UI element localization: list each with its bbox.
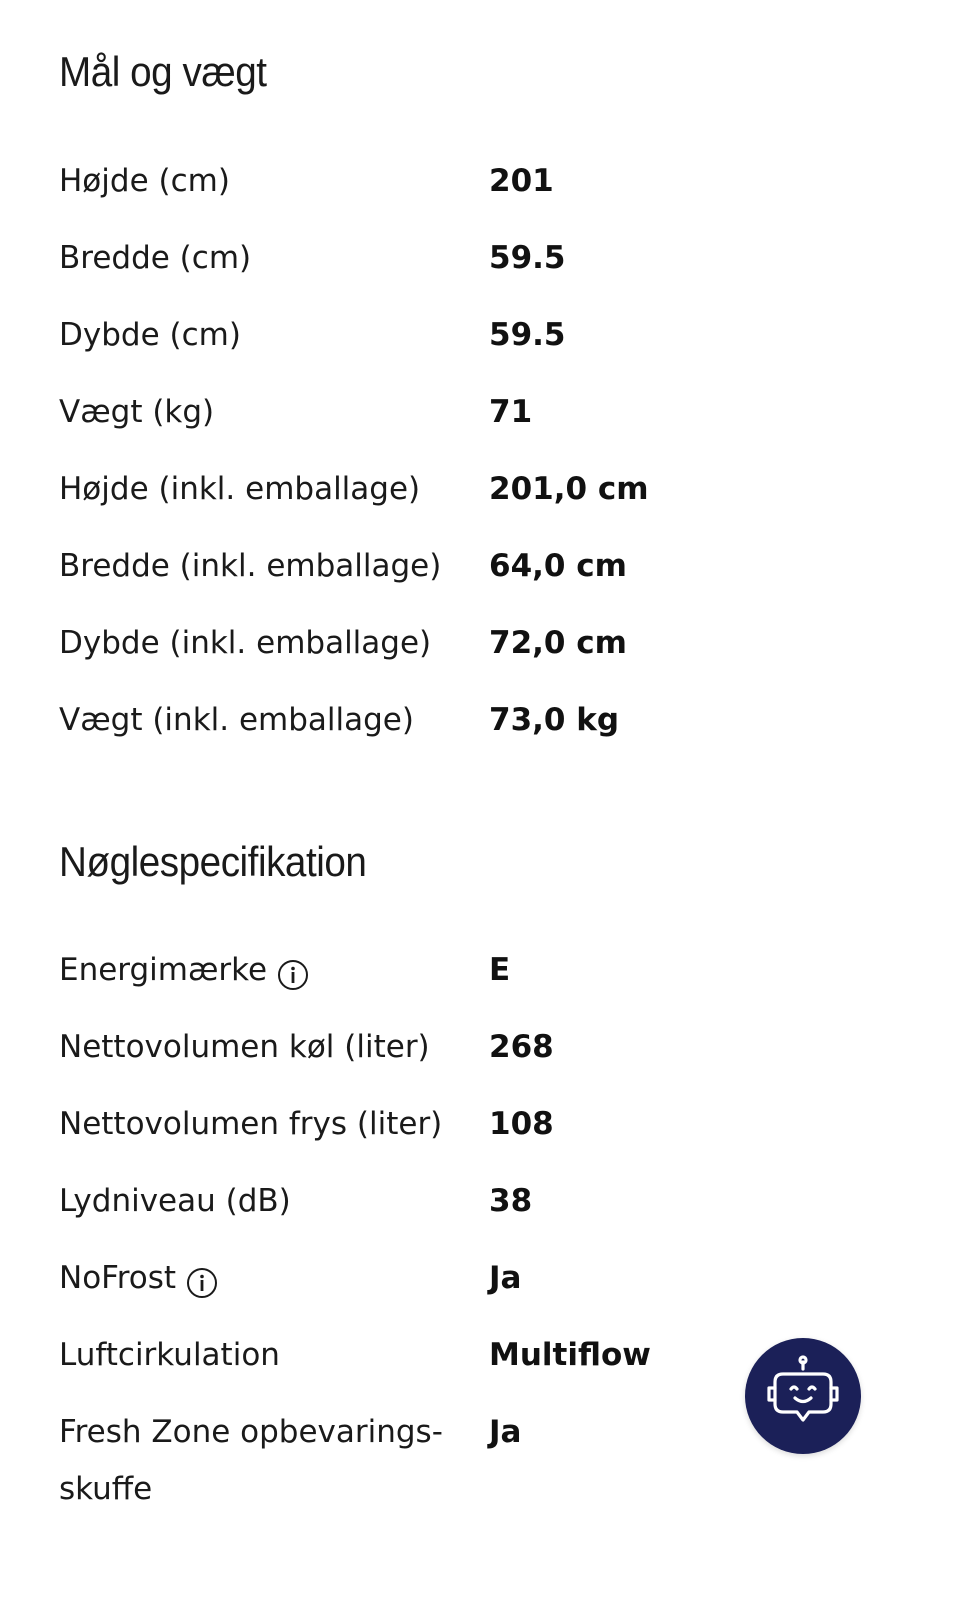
spec-value: 201,0 cm (489, 471, 649, 507)
spec-row (59, 942, 919, 1002)
spec-value: 59.5 (489, 240, 566, 276)
spec-value: Ja (489, 1260, 522, 1296)
spec-value: 59.5 (489, 317, 566, 353)
spec-label: Vægt (kg) (59, 394, 215, 430)
spec-row (59, 615, 919, 675)
robot-chat-icon (761, 1352, 845, 1440)
spec-value: 72,0 cm (489, 625, 627, 661)
spec-row (59, 307, 919, 367)
spec-value: Ja (489, 1414, 522, 1450)
spec-value: E (489, 952, 511, 988)
spec-label-text: NoFrost (59, 1260, 177, 1296)
spec-label (59, 1250, 474, 1307)
spec-label: Fresh Zone opbevarings-skuffe (59, 1414, 443, 1507)
spec-value: 64,0 cm (489, 548, 627, 584)
spec-label: Nettovolumen frys (liter) (59, 1106, 443, 1142)
spec-row (59, 461, 919, 521)
spec-row (59, 153, 919, 213)
spec-label: Dybde (cm) (59, 317, 241, 353)
spec-label (59, 942, 474, 999)
section-title: Nøglespecifikation (59, 838, 367, 885)
spec-row (59, 538, 919, 598)
spec-row (59, 1096, 919, 1156)
spec-value: 73,0 kg (489, 702, 620, 738)
spec-label: Bredde (inkl. emballage) (59, 548, 442, 584)
spec-label: Lydniveau (dB) (59, 1183, 291, 1219)
spec-value: 268 (489, 1029, 554, 1065)
spec-row (59, 692, 919, 752)
spec-value: 108 (489, 1106, 554, 1142)
spec-label: Nettovolumen køl (liter) (59, 1029, 430, 1065)
spec-label: Højde (inkl. emballage) (59, 471, 421, 507)
spec-row (59, 1019, 919, 1079)
spec-label: Højde (cm) (59, 163, 230, 199)
spec-value: 38 (489, 1183, 533, 1219)
spec-value: 201 (489, 163, 554, 199)
spec-row (59, 1173, 919, 1233)
chat-assistant-button[interactable] (745, 1338, 861, 1454)
spec-row (59, 384, 919, 444)
spec-label-text: Energimærke (59, 952, 268, 988)
spec-label: Luftcirkulation (59, 1337, 280, 1373)
spec-value: 71 (489, 394, 533, 430)
section-title: Mål og vægt (59, 48, 267, 95)
spec-label: Bredde (cm) (59, 240, 252, 276)
spec-value: Multiflow (489, 1337, 651, 1373)
spec-row (59, 1250, 919, 1310)
info-icon[interactable] (277, 953, 309, 985)
spec-row (59, 230, 919, 290)
info-icon[interactable] (186, 1261, 218, 1293)
spec-label: Vægt (inkl. emballage) (59, 702, 414, 738)
spec-label: Dybde (inkl. emballage) (59, 625, 432, 661)
